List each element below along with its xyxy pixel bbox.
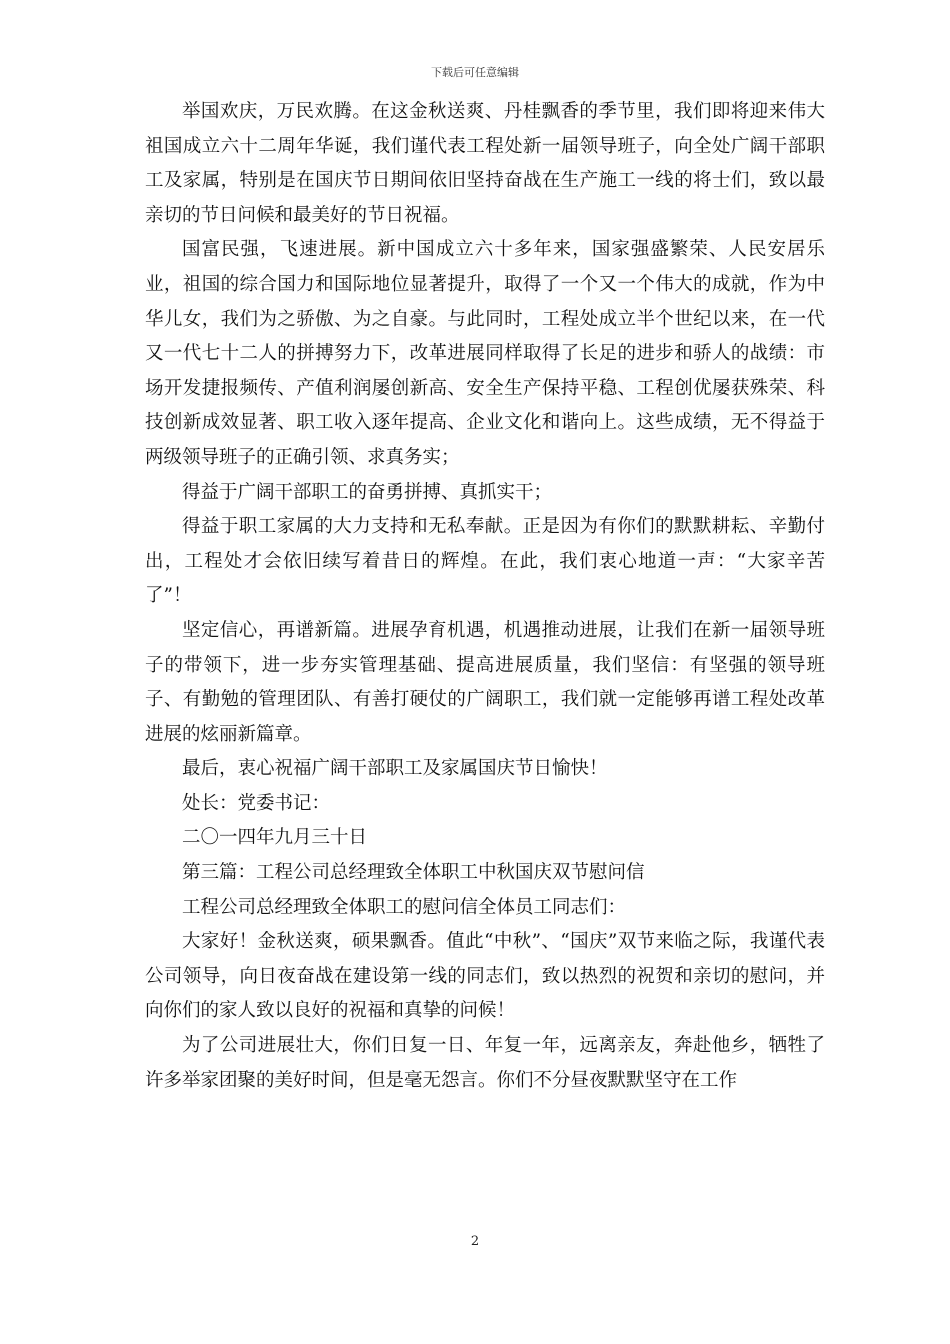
- paragraph-thanks-staff: 得益于广阔干部职工的奋勇拼搏、真抓实干；: [182, 481, 553, 503]
- signature-line: 处长：党委书记：: [182, 792, 331, 814]
- paragraph-dedication: 为了公司进展壮大，你们日复一日、年复一年，远离亲友，奔赴他乡，牺牲了许多举家团聚的美好时间，但是毫无怨言。你们不分昼夜默默坚守在工作: [145, 1035, 825, 1091]
- paragraph-celebration: 举国欢庆，万民欢腾。在这金秋送爽、丹桂飘香的季节里，我们即将迎来伟大祖国成立六十二周年华诞，我们谨代表工程处新一届领导班子，向全处广阔干部职工及家属，特别是在国庆节日期间依旧坚持奋战在生产施工一线的将士们，致以最亲切的节日问候和最美好的节日祝福。: [145, 101, 825, 226]
- letter-salutation: 工程公司总经理致全体职工的慰问信全体员工同志们：: [182, 896, 627, 918]
- paragraph-new-chapter: 坚定信心，再谱新篇。进展孕育机遇，机遇推动进展，让我们在新一届领导班子的带领下，进一步夯实管理基础、提高进展质量，我们坚信：有坚强的领导班子、有勤勉的管理团队、有善打硬仗的广阔职工，我们就一定能够再谱工程处改革进展的炫丽新篇章。: [145, 619, 825, 745]
- paragraph-thanks-families: 得益于职工家属的大力支持和无私奉献。正是因为有你们的默默耕耘、辛勤付出，工程处才会依旧续写着昔日的辉煌。在此，我们衷心地道一声：“大家辛苦了”！: [145, 516, 825, 607]
- paragraph-achievements: 国富民强，飞速进展。新中国成立六十多年来，国家强盛繁荣、人民安居乐业，祖国的综合国力和国际地位显著提升，取得了一个又一个伟大的成就，作为中华儿女，我们为之骄傲、为之自豪。与此同时，工程处成立半个世纪以来，在一代又一代七十二人的拼搏努力下，改革进展同样取得了长足的进步和骄人的战绩：市场开发捷报频传、产值利润屡创新高、安全生产保持平稳、工程创优屡获殊荣、科技创新成效显著、职工收入逐年提高、企业文化和谐向上。这些成绩，无不得益于两级领导班子的正确引领、求真务实；: [145, 239, 825, 468]
- page-header: 下载后可任意编辑: [431, 66, 519, 79]
- paragraph-closing-wish: 最后，衷心祝福广阔干部职工及家属国庆节日愉快！: [182, 758, 608, 780]
- paragraph-greeting: 大家好！金秋送爽，硕果飘香。值此“中秋”、“国庆”双节来临之际，我谨代表公司领导，向日夜奋战在建设第一线的同志们，致以热烈的祝贺和亲切的慰问，并向你们的家人致以良好的祝福和真挚的问候！: [145, 931, 825, 1022]
- section-heading: 第三篇：工程公司总经理致全体职工中秋国庆双节慰问信: [182, 862, 645, 884]
- document-body: [145, 95, 825, 1098]
- date-line: 二〇一四年九月三十日: [182, 827, 368, 849]
- page-number: 2: [470, 1234, 480, 1249]
